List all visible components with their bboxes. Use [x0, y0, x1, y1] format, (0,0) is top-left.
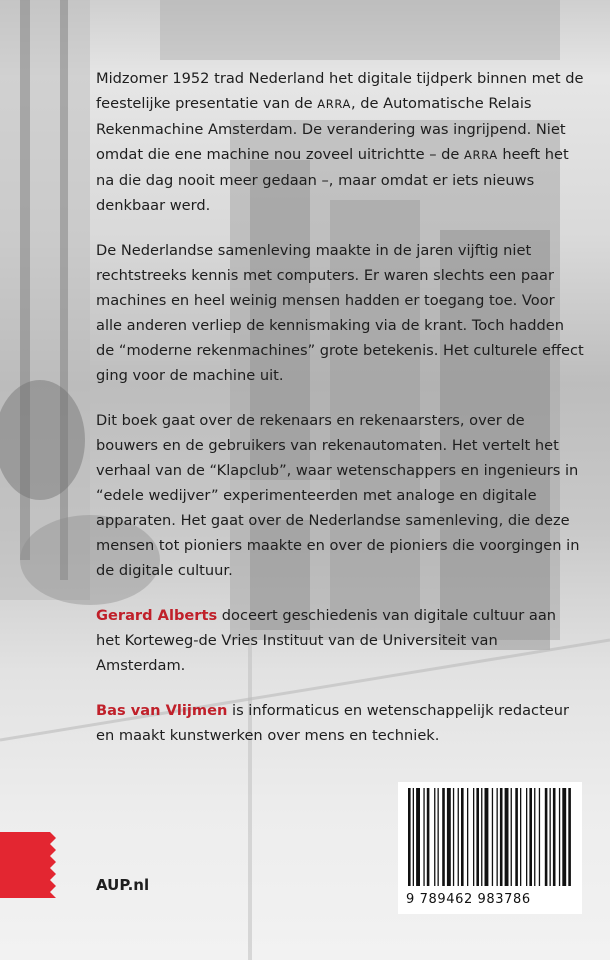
- barcode-bar: [559, 788, 560, 886]
- barcode-bar: [562, 788, 566, 886]
- barcode-bar: [511, 788, 512, 886]
- barcode-bar: [500, 788, 503, 886]
- barcode-bar: [545, 788, 548, 886]
- small-caps-acronym: ARRA: [464, 148, 498, 162]
- barcode-bar: [461, 788, 464, 886]
- barcode-bar: [447, 788, 451, 886]
- barcode-bar: [492, 788, 493, 886]
- paragraph-text: Dit boek gaat over de rekenaars en rekenaarsters, over de bouwers en de gebruikers van rekenautomaten. Het vertelt het verhaal van de “Klapclub”, waar wetenschappers en ingenieurs in “edele wedijver” experimenteerden met analoge en digitale apparaten. Het gaat over de Nederlandse samenleving, die deze mensen tot pioniers maakte en over de pioniers die voorgingen in de digitale cultuur.: [96, 412, 580, 579]
- publisher-red-mark: [0, 832, 62, 898]
- paragraph-text: Midzomer 1952 trad Nederland het digitale tijdperk binnen met de feestelijke presentatie van de: [96, 70, 584, 112]
- paragraph-3: [96, 408, 584, 583]
- barcode-bar: [553, 788, 556, 886]
- author-name: Bas van Vlijmen: [96, 702, 228, 719]
- barcode-bar: [453, 788, 454, 886]
- barcode-bar: [438, 788, 439, 886]
- barcode-bar: [568, 788, 571, 886]
- barcode-bar: [467, 788, 468, 886]
- paragraph-text: , de Automatische Relais Rekenmachine Amsterdam. De verandering was ingrijpend. Niet omdat die ene machine nou zoveel uitrichtte – de: [96, 95, 566, 163]
- barcode-bar: [408, 788, 411, 886]
- barcode-bar: [515, 788, 518, 886]
- paragraph-5: [96, 698, 584, 748]
- back-cover-text: [96, 66, 584, 768]
- barcode-bar: [534, 788, 535, 886]
- isbn-number: 9 789462 983786: [406, 892, 531, 907]
- barcode-bar: [473, 788, 474, 886]
- paragraph-text: doceert geschiedenis van digitale cultuur aan het Korteweg-de Vries Instituut van de Universiteit van Amsterdam.: [96, 607, 557, 674]
- small-caps-acronym: ARRA: [317, 97, 351, 111]
- paragraph-text: heeft het na die dag nooit meer gedaan –, maar omdat er iets nieuws denkbaar werd.: [96, 146, 569, 214]
- barcode-bar: [434, 788, 435, 886]
- barcode-bar: [427, 788, 430, 886]
- barcode-bar: [485, 788, 489, 886]
- barcode-bar: [539, 788, 540, 886]
- barcode-bar: [550, 788, 551, 886]
- barcode-bar: [416, 788, 420, 886]
- barcode-bar: [520, 788, 521, 886]
- barcode-bar: [442, 788, 445, 886]
- paragraph-2: [96, 238, 584, 388]
- paragraph-1: [96, 66, 584, 218]
- barcode-bar: [497, 788, 498, 886]
- paragraph-text: De Nederlandse samenleving maakte in de jaren vijftig niet rechtstreeks kennis met computers. Er waren slechts een paar machines en heel weinig mensen hadden er toegang toe. Voor alle anderen verliep de kennismaking via de krant. Toch hadden de “moderne rekenmachines” grote betekenis. Het culturele effect ging voor de machine uit.: [96, 242, 584, 384]
- author-name: Gerard Alberts: [96, 607, 218, 624]
- barcode-bar: [476, 788, 479, 886]
- barcode-bar: [413, 788, 414, 886]
- publisher-website: AUP.nl: [96, 876, 150, 894]
- barcode-bar: [529, 788, 532, 886]
- barcode-bar: [458, 788, 459, 886]
- barcode: [398, 782, 582, 914]
- paragraph-text: is informaticus en wetenschappelijk redacteur en maakt kunstwerken over mens en techniek.: [96, 702, 570, 744]
- barcode-bar: [423, 788, 424, 886]
- barcode-bar: [481, 788, 482, 886]
- paragraph-4: [96, 603, 584, 678]
- barcode-bar: [526, 788, 527, 886]
- barcode-bars: [398, 782, 582, 890]
- barcode-bar: [505, 788, 509, 886]
